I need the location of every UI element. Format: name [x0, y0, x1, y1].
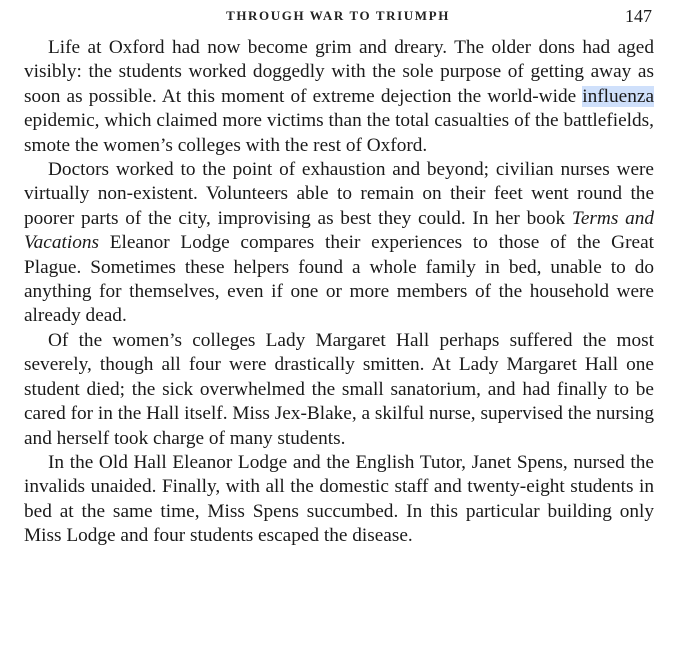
running-title: THROUGH WAR TO TRIUMPH [226, 8, 450, 23]
highlighted-word[interactable]: influenza [582, 85, 654, 107]
book-title: Terms and Vacations [24, 207, 654, 254]
paragraph-1-text-after: epidemic, which claimed more victims than the total casualties of the battlefields, smote the women’s colleges with the rest of Oxford. [24, 110, 654, 156]
paragraph-2 [24, 158, 654, 329]
page-number: 147 [625, 6, 652, 26]
paragraph-1-text-before: Life at Oxford had now become grim and dreary. The older dons had aged visibly: the students worked doggedly with the sole purpose of getting away as soon as possible. At this moment of extreme dejection the world-wide [24, 37, 654, 107]
paragraph-1 [24, 36, 654, 158]
paragraph-2-text-before: Doctors worked to the point of exhaustion and beyond; civilian nurses were virtually non-existent. Volunteers able to remain on their feet went round the poorer parts of the city, improvising as best they could. In her book [24, 159, 654, 229]
paragraph-3: Of the women’s colleges Lady Margaret Hall perhaps suffered the most severely, though all four were drastically smitten. At Lady Margaret Hall one student died; the sick overwhelmed the small sanatorium, and had finally to be cared for in the Hall itself. Miss Jex-Blake, a skilful nurse, supervised the nursing and herself took charge of many students. [24, 329, 654, 449]
body-text [24, 36, 654, 549]
paragraph-2-text-after: Eleanor Lodge compares their experiences to those of the Great Plague. Sometimes these helpers found a whole family in bed, unable to do anything for themselves, even if one or more members of the household were already dead. [24, 232, 654, 327]
paragraph-4: In the Old Hall Eleanor Lodge and the English Tutor, Janet Spens, nursed the invalids unaided. Finally, with all the domestic staff and twenty-eight students in bed at the same time, Miss Spens succumbed. In this particular building only Miss Lodge and four students escaped the disease. [24, 451, 654, 547]
running-head [24, 6, 652, 30]
